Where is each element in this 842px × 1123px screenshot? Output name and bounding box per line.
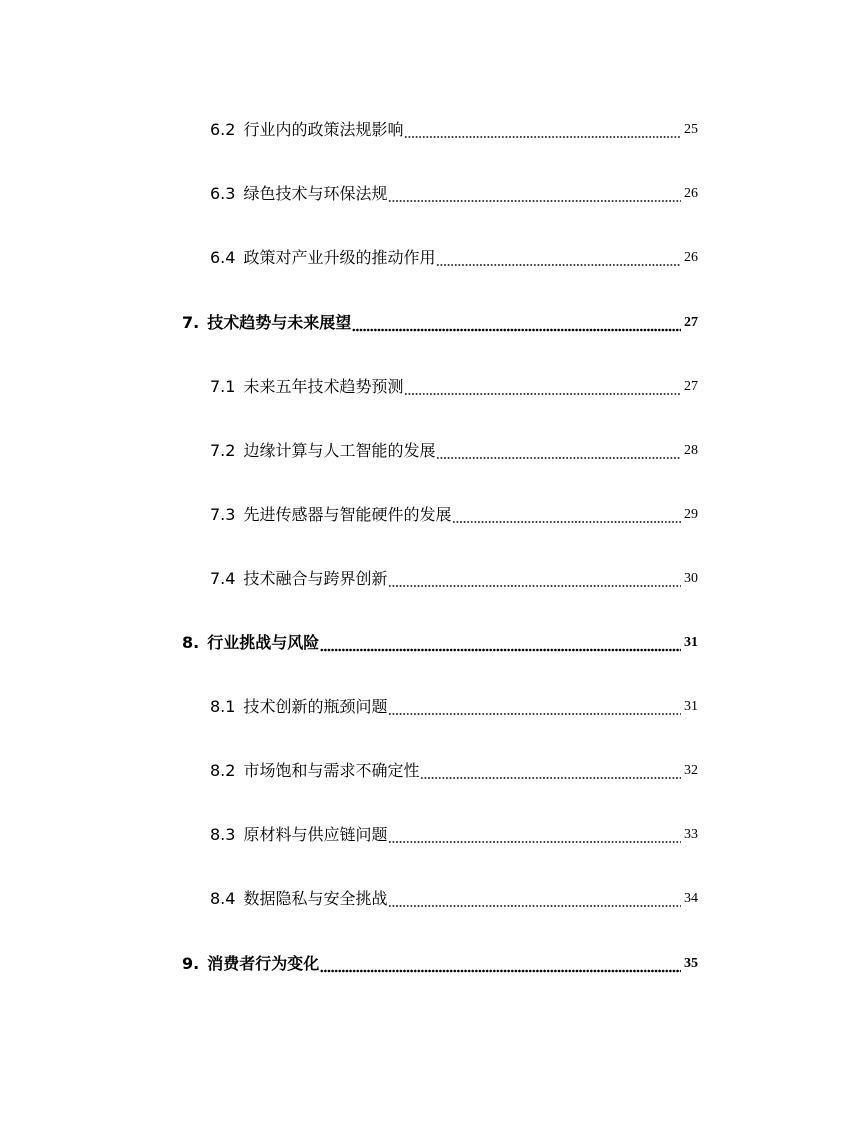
toc-entry-title: 行业挑战与风险 <box>207 633 320 652</box>
toc-entry-7[interactable] <box>182 309 698 335</box>
toc-entry-number: 9. <box>182 954 200 973</box>
toc-entry-title: 技术创新的瓶颈问题 <box>243 697 388 716</box>
dot-leader <box>388 199 681 203</box>
dot-leader <box>388 904 681 908</box>
toc-entry-8-4[interactable] <box>210 885 698 911</box>
toc-entry-number: 7.1 <box>210 377 236 396</box>
toc-entry-page: 26 <box>684 186 698 201</box>
toc-entry-7-3[interactable] <box>210 501 698 527</box>
toc-entry-title: 原材料与供应链问题 <box>243 825 388 844</box>
toc-entry-page: 26 <box>684 250 698 265</box>
toc-entry-6-3[interactable] <box>210 180 698 206</box>
toc-entry-title: 市场饱和与需求不确定性 <box>243 761 420 780</box>
toc-entry-number: 7.3 <box>210 505 236 524</box>
toc-entry-title: 先进传感器与智能硬件的发展 <box>243 505 452 524</box>
toc-entry-page: 29 <box>684 507 698 522</box>
toc-entry-label <box>210 889 387 911</box>
dot-leader <box>420 776 681 780</box>
dot-leader <box>404 135 681 139</box>
toc-entry-page: 25 <box>684 122 698 137</box>
dot-leader <box>388 584 681 588</box>
toc-entry-page: 31 <box>684 699 698 714</box>
dot-leader <box>436 263 681 267</box>
toc-entry-title: 行业内的政策法规影响 <box>243 120 404 139</box>
toc-entry-7-1[interactable] <box>210 373 698 399</box>
toc-entry-title: 边缘计算与人工智能的发展 <box>243 441 436 460</box>
dot-leader <box>436 456 681 460</box>
dot-leader <box>452 520 681 524</box>
toc-entry-7-4[interactable] <box>210 565 698 591</box>
dot-leader <box>388 712 681 716</box>
toc-entry-8-3[interactable] <box>210 821 698 847</box>
toc-entry-title: 未来五年技术趋势预测 <box>243 377 404 396</box>
toc-entry-label <box>210 505 451 527</box>
toc-entry-label <box>182 313 351 335</box>
toc-entry-number: 6.4 <box>210 248 236 267</box>
toc-entry-number: 8. <box>182 633 200 652</box>
toc-entry-page: 32 <box>684 763 698 778</box>
dot-leader <box>320 648 681 652</box>
toc-entry-7-2[interactable] <box>210 437 698 463</box>
toc-entry-label <box>210 248 435 270</box>
dot-leader <box>388 840 681 844</box>
dot-leader <box>320 969 681 973</box>
toc-entry-title: 绿色技术与环保法规 <box>243 184 388 203</box>
toc-entry-label <box>210 377 403 399</box>
toc-entry-page: 28 <box>684 443 698 458</box>
toc-entry-page: 35 <box>684 956 698 971</box>
toc-entry-8[interactable] <box>182 629 698 655</box>
toc-entry-number: 7. <box>182 313 200 332</box>
toc-entry-label <box>210 184 387 206</box>
dot-leader <box>352 328 681 332</box>
toc-entry-page: 27 <box>684 315 698 330</box>
toc-entry-number: 8.1 <box>210 697 236 716</box>
toc-entry-page: 31 <box>684 635 698 650</box>
toc-entry-label <box>210 697 387 719</box>
toc-entry-page: 27 <box>684 379 698 394</box>
toc-entry-6-2[interactable] <box>210 116 698 142</box>
toc-entry-number: 8.2 <box>210 761 236 780</box>
toc-entry-title: 技术趋势与未来展望 <box>207 313 352 332</box>
dot-leader <box>404 392 681 396</box>
toc-entry-page: 33 <box>684 827 698 842</box>
toc-entry-title: 数据隐私与安全挑战 <box>243 889 388 908</box>
toc-entry-page: 30 <box>684 571 698 586</box>
toc-entry-label <box>210 825 387 847</box>
toc-entry-number: 6.3 <box>210 184 236 203</box>
toc-entry-page: 34 <box>684 891 698 906</box>
toc-entry-number: 7.4 <box>210 569 236 588</box>
toc-entry-label <box>210 761 419 783</box>
toc-entry-number: 8.3 <box>210 825 236 844</box>
toc-entry-title: 政策对产业升级的推动作用 <box>243 248 436 267</box>
toc-entry-label <box>210 441 435 463</box>
toc-entry-label <box>182 954 319 976</box>
toc-entry-title: 消费者行为变化 <box>207 954 320 973</box>
toc-entry-label <box>182 633 319 655</box>
toc-entry-label <box>210 120 403 142</box>
toc-entry-number: 6.2 <box>210 120 236 139</box>
toc-entry-6-4[interactable] <box>210 244 698 270</box>
toc-entry-8-2[interactable] <box>210 757 698 783</box>
toc-entry-title: 技术融合与跨界创新 <box>243 569 388 588</box>
toc-entry-number: 8.4 <box>210 889 236 908</box>
toc-entry-8-1[interactable] <box>210 693 698 719</box>
toc-entry-number: 7.2 <box>210 441 236 460</box>
toc-entry-9[interactable] <box>182 950 698 976</box>
toc-entry-label <box>210 569 387 591</box>
